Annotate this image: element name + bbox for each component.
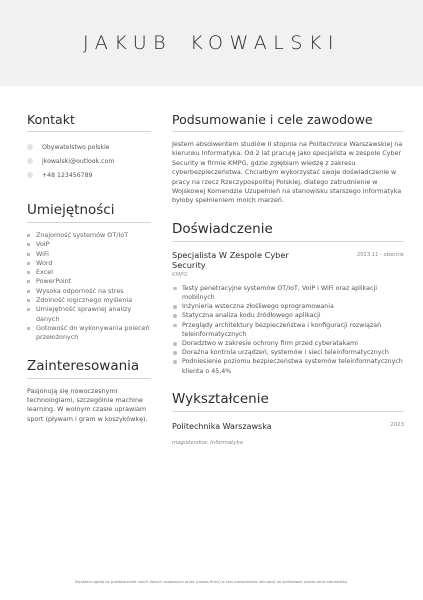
education-school: Politechnika Warszawska	[172, 421, 272, 431]
phone-icon	[27, 172, 33, 178]
job-dates: 2023.11 - obecnie	[356, 251, 404, 258]
education-section	[172, 391, 404, 446]
task-item: Testy penetracyjne systemów OT/IoT, VoIP i WiFi oraz aplikacji mobilnych	[172, 284, 404, 302]
skill-item: Zdolność logicznego myślenia	[27, 296, 151, 305]
skill-item: Gotowość do wykonywania poleceń przełożonych	[27, 324, 151, 343]
gdpr-consent-note: Wyrażam zgodę na przetwarzanie moich danych osobowych przez (nazwa firmy) w celu prowadzenia rekrutacji na aplikowane przeze mnie stanowisko.	[75, 580, 348, 584]
task-item: Przeglądy architektury bezpieczeństwa i konfiguracji rozwiązań teleinformatycznych	[172, 321, 404, 339]
contact-citizenship	[27, 140, 151, 154]
skills-list	[27, 231, 151, 343]
summary-section	[172, 112, 404, 206]
skill-item: Wysoka odporność na stres	[27, 287, 151, 296]
summary-title: Podsumowanie i cele zawodowe	[172, 112, 404, 132]
summary-text: Jestem absolwentem studiów II stopnia na Politechnice Warszawskiej na kierunku Informatyka. Od 2 lat pracuję jako specjalista w zespole Cyber Security w firmie KMPG, gdzie zgłębiam wiedzę z zakresu cyberbezpieczeństwa. Chciałbym wykorzystać swoje doświadczenie w pracy na rzecz Rzeczypospolitej Polskiej, dlatego zatrudnienie w Wojskowej Komendzie Uzupełnień na stanowisku starszego informatyka byłoby spełnieniem moich marzeń.	[172, 140, 403, 205]
skills-section	[27, 202, 151, 343]
skill-item: Excel	[27, 268, 151, 277]
skill-item: Znajomość systemów OT/IoT	[27, 231, 151, 240]
job-position: Specjalista W Zespole Cyber Security	[172, 249, 289, 270]
candidate-name	[83, 32, 340, 54]
task-item: Podniesienie poziomu bezpieczeństwa systemów teleinformatycznych klienta o 45,4%	[172, 357, 404, 375]
flag-icon	[27, 144, 33, 150]
experience-title: Doświadczenie	[172, 221, 404, 242]
right-column	[172, 112, 404, 446]
contact-title: Kontakt	[27, 112, 151, 132]
skill-item: WiFi	[27, 250, 151, 259]
experience-section	[172, 221, 404, 376]
last-name: KOWALSKI	[190, 32, 340, 54]
contact-phone	[27, 168, 151, 182]
skill-item: PowerPoint	[27, 277, 151, 286]
skill-item: Umiejętność sprawnej analizy danych	[27, 305, 151, 324]
task-item: Statyczna analiza kodu źródłowego aplikacji	[172, 311, 404, 320]
contact-text: Obywatelstwo polskie	[42, 143, 110, 151]
education-title: Wykształcenie	[172, 391, 404, 412]
contact-section	[27, 112, 151, 182]
job-company: KMPG	[172, 271, 188, 278]
education-field: magisterskie: Informatyka	[172, 439, 243, 446]
skills-title: Umiejętności	[27, 202, 151, 223]
job-entry	[172, 250, 404, 376]
contact-text: +48 123456789	[42, 171, 93, 179]
task-item: Inżynieria wsteczna złośliwego oprogramowania	[172, 302, 404, 311]
left-column	[27, 112, 151, 424]
skill-item: Word	[27, 259, 151, 268]
contact-text: jkowalski@outlook.com	[42, 157, 115, 165]
email-icon	[27, 158, 33, 164]
skill-item: VoIP	[27, 240, 151, 249]
task-item: Doraźna kontrola urządzeń, systemów i sieci teleinformatycznych	[172, 348, 404, 357]
resume-header	[0, 0, 423, 86]
job-tasks	[172, 284, 404, 376]
contact-email	[27, 154, 151, 168]
interests-section	[27, 358, 151, 425]
interests-text: Pasjonują się nowoczesnymi technologiami, szczególnie machine learning. W wolnym czasie uprawiam sport (pływam i gram w koszykówkę).	[27, 386, 148, 423]
first-name: JAKUB	[83, 32, 173, 54]
interests-title: Zainteresowania	[27, 358, 151, 379]
education-year: 2023	[390, 421, 404, 428]
task-item: Doradztwo w zakresie ochrony firm przed cyberatakami	[172, 339, 404, 348]
education-entry	[172, 422, 404, 446]
